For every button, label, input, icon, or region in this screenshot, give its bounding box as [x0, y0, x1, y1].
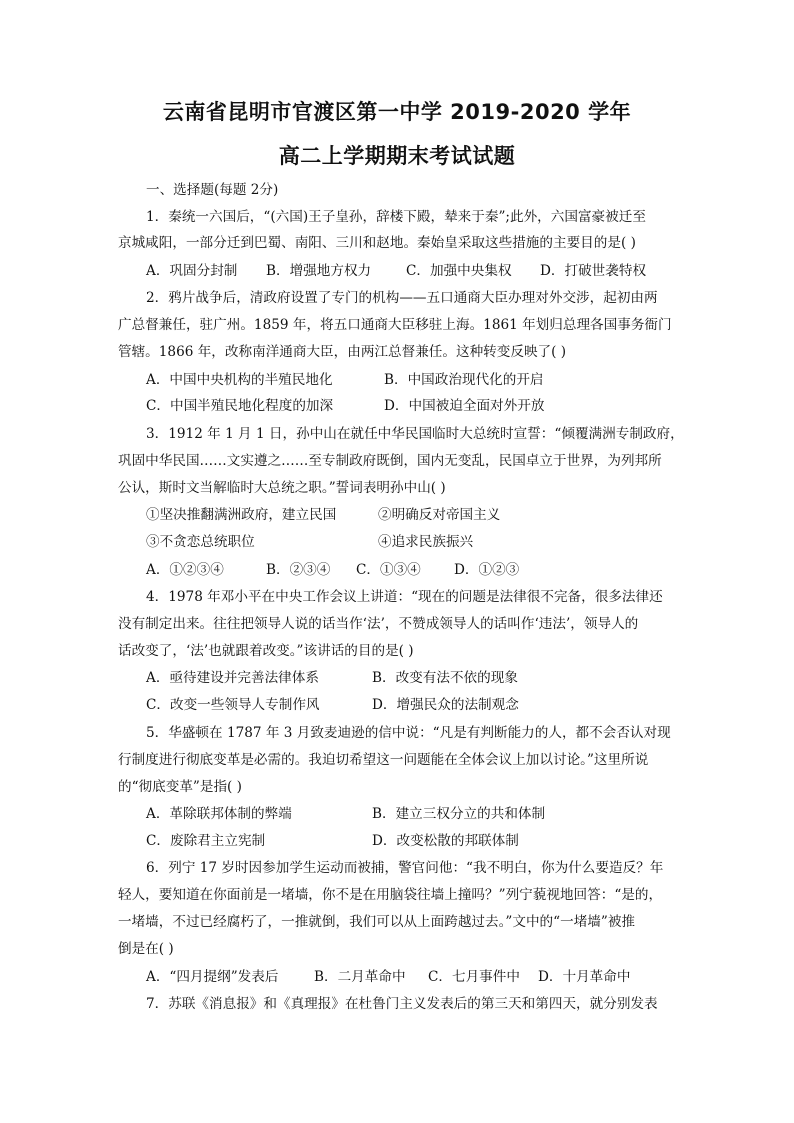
question-3-line-1: 3．1912 年 1 月 1 日，孙中山在就任中华民国临时大总统时宣誓：“倾覆满洲专制政府， [146, 426, 684, 442]
question-3-option-d: D．①②③ [454, 562, 520, 578]
question-3-line-2: 巩固中华民国……文实遵之……至专制政府既倒，国内无变乱，民国卓立于世界，为列邦所 [118, 453, 662, 469]
question-6-option-d: D．十月革命中 [538, 969, 631, 985]
question-2-option-a: A．中国中央机构的半殖民地化 [146, 372, 333, 388]
question-4-option-b: B．改变有法不依的现象 [372, 670, 518, 686]
question-2-line-1: 2．鸦片战争后，清政府设置了专门的机构——五口通商大臣办理对外交涉，起初由两 [146, 290, 658, 306]
question-4-line-2: 没有制定出来。往往把领导人说的话当作‘法’，不赞成领导人的话叫作‘违法’，领导人的 [118, 616, 639, 632]
question-1-option-d: D．打破世袭特权 [540, 263, 647, 279]
question-3-option-b: B．②③④ [266, 562, 331, 578]
question-5-option-a: A．革除联邦体制的弊端 [146, 806, 292, 822]
question-6-line-1: 6．列宁 17 岁时因参加学生运动而被捕，警官问他：“我不明白，你为什么要造反？年 [146, 860, 664, 876]
section-heading: 一、选择题(每题 2分) [146, 182, 279, 198]
question-5-option-b: B．建立三权分立的共和体制 [372, 806, 546, 822]
question-6-line-2: 轻人，要知道在你面前是一堵墙，你不是在用脑袋往墙上撞吗？”列宁藐视地回答：“是的， [118, 887, 663, 903]
question-1-option-c: C．加强中央集权 [406, 263, 512, 279]
question-5-line-2: 行制度进行彻底变革是必需的。我迫切希望这一问题能在全体会议上加以讨论。”这里所说 [118, 752, 649, 768]
question-6-option-a: A．“四月提纲”发表后 [146, 969, 279, 985]
question-1-line-1: 1．秦统一六国后，“(六国)王子皇孙，辞楼下殿，辇来于秦”;此外，六国富豪被迁至 [146, 209, 646, 225]
question-2-option-c: C．中国半殖民地化程度的加深 [146, 398, 334, 414]
question-3-option-c: C．①③④ [356, 562, 421, 578]
question-5-line-3: 的“彻底变革”是指( ) [118, 779, 242, 795]
question-3-option-a: A．①②③④ [146, 562, 224, 578]
question-6-line-4: 倒是在( ) [118, 941, 174, 957]
question-6-option-c: C．七月事件中 [428, 969, 520, 985]
question-3-statement-1: ①坚决推翻满洲政府，建立民国 [146, 507, 337, 523]
question-5-option-d: D．改变松散的邦联体制 [372, 833, 519, 849]
exam-title: 云南省昆明市官渡区第一中学 2019-2020 学年 [162, 100, 632, 124]
exam-subtitle: 高二上学期期末考试试题 [278, 144, 516, 168]
question-3-statement-3: ③不贪恋总统职位 [146, 534, 255, 550]
question-1-option-a: A．巩固分封制 [146, 263, 238, 279]
question-4-option-c: C．改变一些领导人专制作风 [146, 697, 320, 713]
question-4-line-1: 4．1978 年邓小平在中央工作会议上讲道：“现在的问题是法律很不完备，很多法律还 [146, 589, 663, 605]
question-3-statement-2: ②明确反对帝国主义 [378, 507, 501, 523]
question-5-line-1: 5．华盛顿在 1787 年 3 月致麦迪逊的信中说：“凡是有判断能力的人，都不会否认对现 [146, 725, 671, 741]
question-4-option-d: D．增强民众的法制观念 [372, 697, 519, 713]
question-2-line-2: 广总督兼任，驻广州。1859 年，将五口通商大臣移驻上海。1861 年划归总理各国事务衙门 [118, 317, 672, 333]
question-7-line-1: 7．苏联《消息报》和《真理报》在杜鲁门主义发表后的第三天和第四天，就分别发表 [146, 996, 658, 1012]
question-1-option-b: B．增强地方权力 [266, 263, 372, 279]
question-6-line-3: 一堵墙，不过已经腐朽了，一推就倒，我们可以从上面跨越过去。”文中的“一堵墙”被推 [118, 914, 636, 930]
question-1-line-2: 京城咸阳，一部分迁到巴蜀、南阳、三川和赵地。秦始皇采取这些措施的主要目的是( ) [118, 235, 636, 251]
question-5-option-c: C．废除君主立宪制 [146, 833, 266, 849]
question-6-option-b: B．二月革命中 [314, 969, 406, 985]
question-2-line-3: 管辖。1866 年，改称南洋通商大臣，由两江总督兼任。这种转变反映了( ) [118, 344, 567, 360]
question-2-option-b: B．中国政治现代化的开启 [384, 372, 544, 388]
question-3-line-3: 公认，斯时文当解临时大总统之职。”誓词表明孙中山( ) [118, 480, 446, 496]
question-4-option-a: A．亟待建设并完善法律体系 [146, 670, 319, 686]
question-2-option-d: D．中国被迫全面对外开放 [384, 398, 545, 414]
question-3-statement-4: ④追求民族振兴 [378, 534, 474, 550]
question-4-line-3: 话改变了，‘法’也就跟着改变。”该讲话的目的是( ) [118, 643, 414, 659]
